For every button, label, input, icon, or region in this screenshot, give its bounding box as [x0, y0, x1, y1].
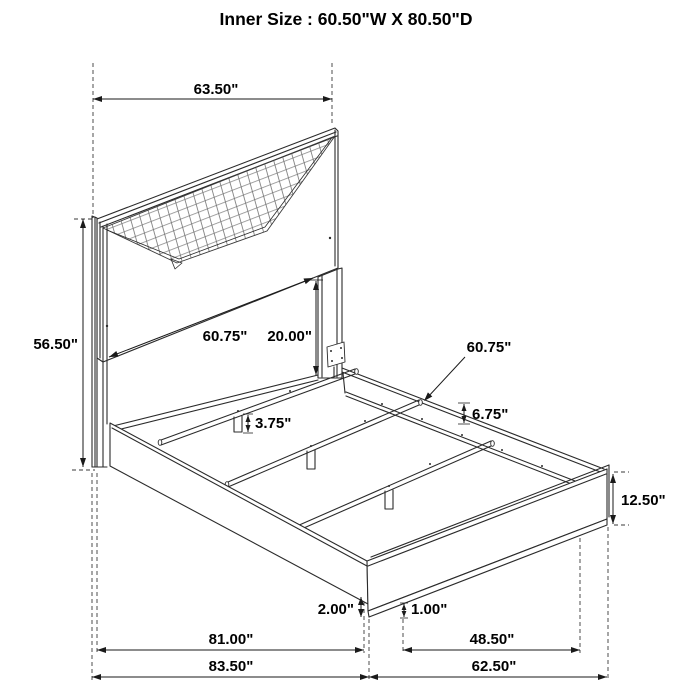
- dim-headboard-panel-width-label: 60.75": [202, 328, 248, 345]
- dim-overall-depth-label: 83.50": [208, 658, 254, 675]
- slat-3: [294, 441, 494, 532]
- rail-bracket: [327, 342, 345, 367]
- dim-footboard-drop-label: 2.00": [317, 601, 354, 618]
- dim-top-width-label: 63.50": [193, 81, 239, 98]
- dim-slat-gap-label: 6.75": [472, 406, 509, 423]
- dim-footboard-inner-width-label: 48.50": [469, 631, 515, 648]
- dim-footboard-height-label: 12.50": [621, 492, 666, 509]
- page-title: Inner Size : 60.50"W X 80.50"D: [219, 9, 473, 29]
- dim-panel-bottom-height-label: 20.00": [267, 328, 312, 345]
- dim-headboard-height-label: 56.50": [33, 336, 78, 353]
- dim-plinth-step-label: 1.00": [411, 601, 448, 618]
- slat-2: [225, 400, 422, 488]
- footboard: [367, 469, 607, 611]
- left-side-rail: [110, 423, 368, 604]
- dim-inner-length-label: 81.00": [208, 631, 254, 648]
- dim-center-leg-height-label: 3.75": [255, 415, 292, 432]
- dim-overall-width-label: 62.50": [471, 658, 517, 675]
- dim-slat-length-label: 60.75": [466, 339, 512, 356]
- bed-drawing: [92, 128, 609, 617]
- pilot-hole: [329, 237, 331, 239]
- pilot-hole: [106, 325, 108, 327]
